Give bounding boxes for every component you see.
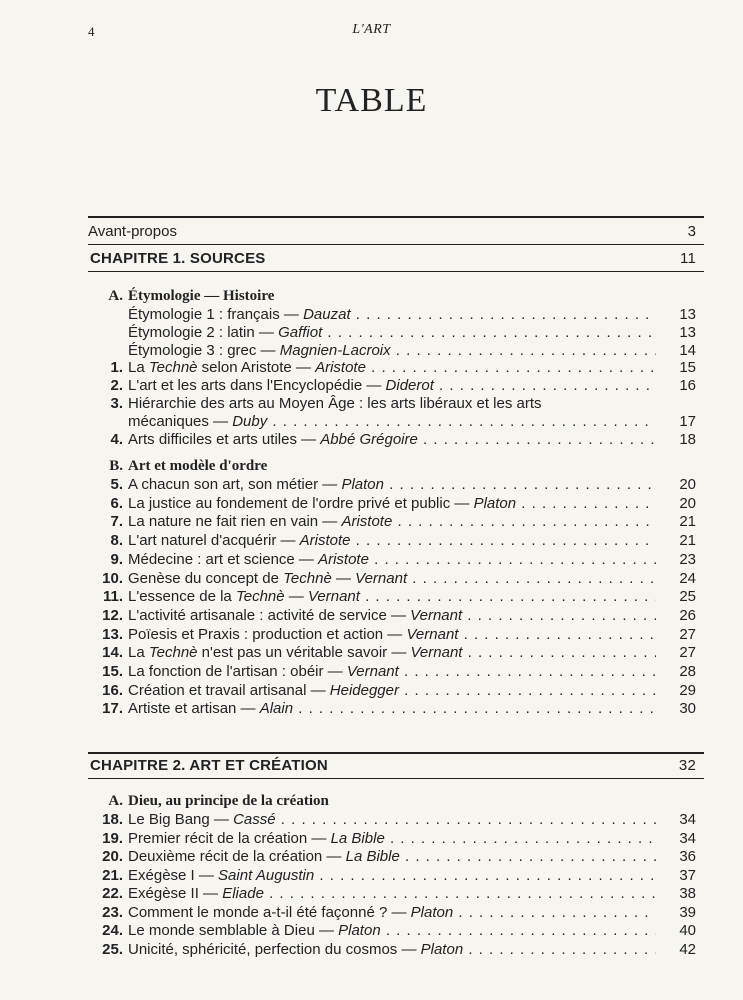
entry-author: Vernant	[410, 644, 463, 662]
entry-text: L'art naturel d'acquérir —	[128, 532, 300, 550]
entry-number: 17.	[102, 700, 123, 718]
entry-text: Premier récit de la création —	[128, 829, 331, 847]
toc-entry[interactable]	[88, 884, 696, 903]
section-heading	[88, 457, 696, 476]
entry-author: Magnien-Lacroix	[279, 342, 391, 359]
entry-author: Platon	[420, 940, 464, 958]
entry-page: 26	[679, 606, 696, 624]
entry-page: 39	[679, 903, 696, 921]
entry-author: La Bible	[345, 848, 400, 865]
entry-text: L'essence de la	[128, 588, 236, 606]
toc-entry-avant-propos[interactable]	[88, 222, 696, 241]
entry-page: 20	[679, 494, 696, 512]
chapter-title: CHAPITRE 1. SOURCES	[90, 250, 266, 267]
entry-text: Hiérarchie des arts au Moyen Âge : les arts libéraux et les arts	[128, 395, 542, 412]
entry-text: Unicité, sphéricité, perfection du cosmos —	[128, 940, 421, 958]
entry-page: 36	[679, 848, 696, 865]
toc-entry[interactable]	[88, 512, 696, 531]
section-title: Dieu, au principe de la création	[128, 793, 329, 809]
entry-page: 34	[679, 811, 696, 828]
entry-author: Platon	[473, 494, 517, 512]
chapter-1-heading[interactable]	[88, 249, 696, 268]
entry-author: Aristote	[318, 550, 369, 568]
entry-number: 12.	[102, 606, 123, 624]
entry-text: La nature ne fait rien en vain —	[128, 513, 342, 531]
toc-entry[interactable]	[88, 903, 696, 922]
chapter-2-heading[interactable]	[88, 756, 696, 775]
entry-number: 18.	[102, 811, 123, 828]
entry-page: 20	[679, 476, 696, 493]
entry-number: 14.	[102, 644, 123, 662]
entry-page: 17	[679, 413, 696, 430]
entry-text: —	[284, 588, 308, 606]
entry-number: 13.	[102, 625, 123, 643]
section-heading	[88, 287, 696, 306]
divider	[88, 244, 704, 245]
entry-number: 7.	[110, 513, 123, 531]
entry-page: 42	[679, 940, 696, 958]
entry-text: Genèse du concept de	[128, 569, 284, 587]
entry-number: 15.	[102, 663, 123, 680]
entry-text-italic: Technè	[283, 569, 332, 587]
entry-page: 27	[679, 625, 696, 643]
entry-text: Médecine : art et science —	[128, 550, 319, 568]
entry-author: Duby	[232, 413, 268, 430]
entry-page: 25	[679, 588, 696, 606]
entry-author: Vernant	[410, 606, 463, 624]
entry-page: 38	[679, 885, 696, 902]
toc-entry[interactable]	[88, 531, 696, 550]
entry-text: La fonction de l'artisan : obéir —	[128, 663, 347, 680]
toc-entry[interactable]	[88, 810, 696, 829]
entry-page: 40	[679, 922, 696, 939]
entry-number: 19.	[102, 829, 123, 847]
entry-number: 21.	[102, 866, 123, 884]
entry-text: Comment le monde a-t-il été façonné ? —	[128, 903, 411, 921]
entry-text: L'art et les arts dans l'Encyclopédie —	[128, 377, 386, 394]
section-letter: A.	[108, 288, 123, 304]
entry-author: Eliade	[222, 885, 264, 902]
entry-author: La Bible	[330, 829, 385, 847]
toc-entry[interactable]	[88, 475, 696, 494]
entry-page: 34	[679, 829, 696, 847]
entry-text: Artiste et artisan —	[128, 700, 260, 718]
entry-author: Vernant	[355, 569, 408, 587]
entry-page: 30	[679, 700, 696, 718]
entry-number: 5.	[110, 476, 123, 493]
toc-entry[interactable]	[88, 681, 696, 700]
toc-entry-continuation[interactable]	[88, 412, 696, 431]
toc-entry[interactable]	[88, 587, 696, 606]
divider	[88, 778, 704, 779]
entry-text: Le Big Bang —	[128, 811, 234, 828]
entry-author: Vernant	[307, 588, 360, 606]
entry-author: Aristote	[299, 532, 351, 550]
entry-text: Étymologie 3 : grec —	[128, 342, 280, 359]
entry-text-italic: Technè	[235, 588, 285, 606]
entry-text: L'activité artisanale : activité de service —	[128, 606, 411, 624]
toc-entry[interactable]	[88, 625, 696, 644]
entry-number: 8.	[110, 532, 123, 550]
entry-author: Platon	[410, 903, 454, 921]
entry-text: Poïesis et Praxis : production et action —	[128, 625, 407, 643]
entry-page: 21	[679, 513, 696, 531]
entry-text-italic: Technè	[148, 359, 198, 376]
toc-entry[interactable]	[88, 643, 696, 662]
toc-entry[interactable]	[88, 699, 696, 718]
entry-number: 24.	[102, 922, 123, 939]
chapter-title: CHAPITRE 2. ART ET CRÉATION	[90, 757, 328, 774]
entry-author: Diderot	[385, 377, 434, 394]
divider	[88, 216, 704, 218]
entry-text: —	[331, 569, 356, 587]
toc-entry[interactable]	[88, 430, 696, 449]
entry-number: 2.	[110, 377, 123, 394]
entry-author: Heidegger	[329, 681, 399, 699]
toc-entry[interactable]	[88, 494, 696, 513]
entry-text: Arts difficiles et arts utiles —	[128, 431, 321, 448]
toc-entry[interactable]	[88, 829, 696, 848]
entry-number: 10.	[102, 569, 123, 587]
entry-number: 23.	[102, 903, 123, 921]
chapter-page: 32	[678, 757, 696, 774]
entry-text: Étymologie 2 : latin —	[128, 324, 279, 341]
entry-author: Cassé	[233, 811, 276, 828]
entry-text: selon Aristote —	[197, 359, 316, 376]
entry-author: Alain	[259, 700, 294, 718]
entry-number: 1.	[110, 359, 123, 376]
entry-author: Aristote	[341, 513, 393, 531]
toc-entry[interactable]	[88, 305, 696, 324]
running-title: L'ART	[352, 22, 391, 37]
entry-page: 23	[679, 550, 696, 568]
entry-text: La	[128, 644, 149, 662]
entry-text: Exégèse I —	[128, 866, 219, 884]
entry-author: Abbé Grégoire	[320, 431, 418, 448]
entry-text: mécaniques —	[128, 413, 233, 430]
entry-author: Platon	[338, 922, 381, 939]
toc-entry[interactable]	[88, 323, 696, 342]
page-title: TABLE	[315, 82, 428, 119]
section-title: Art et modèle d'ordre	[128, 458, 268, 474]
entry-text: Étymologie 1 : français —	[128, 306, 304, 323]
toc-entry[interactable]	[88, 550, 696, 569]
entry-page: 29	[679, 681, 696, 699]
entry-author: Platon	[341, 476, 384, 493]
divider	[88, 752, 704, 754]
entry-number: 16.	[102, 681, 123, 699]
entry-number: 9.	[110, 550, 123, 568]
toc-entry[interactable]	[88, 606, 696, 625]
chapter-page: 11	[680, 250, 696, 267]
entry-number: 4.	[110, 431, 123, 448]
entry-page: 13	[679, 306, 696, 323]
entry-page: 18	[679, 431, 696, 448]
entry-author: Vernant	[406, 625, 459, 643]
entry-author: Aristote	[315, 359, 366, 376]
toc-entry[interactable]	[88, 569, 696, 588]
entry-text: La justice au fondement de l'ordre privé et public —	[128, 494, 474, 512]
entry-number: 3.	[110, 395, 123, 412]
entry-author: Dauzat	[303, 306, 351, 323]
toc-entry[interactable]	[88, 847, 696, 866]
toc-entry[interactable]	[88, 662, 696, 681]
section-heading	[88, 792, 696, 811]
entry-number: 25.	[102, 940, 123, 958]
entry-page: 24	[679, 569, 696, 587]
entry-page: 28	[679, 663, 696, 680]
entry-number: 22.	[102, 885, 123, 902]
page-number: 4	[88, 24, 95, 39]
entry-text: Création et travail artisanal —	[128, 681, 330, 699]
divider	[88, 271, 704, 272]
toc-entry[interactable]	[88, 921, 696, 940]
section-letter: A.	[108, 793, 123, 809]
entry-text: A chacun son art, son métier —	[128, 476, 342, 493]
entry-page: 3	[687, 223, 696, 240]
entry-number: 20.	[102, 848, 123, 865]
toc-entry[interactable]	[88, 376, 696, 395]
entry-text: n'est pas un véritable savoir —	[197, 644, 411, 662]
entry-number: 6.	[110, 494, 123, 512]
entry-author: Vernant	[346, 663, 399, 680]
entry-page: 27	[679, 644, 696, 662]
entry-text: Le monde semblable à Dieu —	[128, 922, 339, 939]
toc-entry[interactable]	[88, 358, 696, 377]
entry-text: Avant-propos	[88, 223, 177, 240]
entry-number: 11.	[102, 588, 123, 606]
entry-page: 16	[679, 377, 696, 394]
entry-text: Deuxième récit de la création —	[128, 848, 346, 865]
entry-page: 13	[679, 324, 696, 341]
entry-page: 14	[679, 342, 696, 359]
section-title: Étymologie — Histoire	[128, 288, 275, 304]
entry-page: 37	[679, 866, 696, 884]
entry-text-italic: Technè	[148, 644, 198, 662]
entry-text: Exégèse II —	[128, 885, 223, 902]
entry-author: Gaffiot	[278, 324, 323, 341]
toc-entry[interactable]	[88, 866, 696, 885]
toc-entry[interactable]	[88, 940, 696, 959]
entry-page: 21	[679, 532, 696, 550]
toc-entry[interactable]	[88, 394, 696, 413]
entry-page: 15	[679, 359, 696, 376]
entry-text: La	[128, 359, 149, 376]
entry-author: Saint Augustin	[218, 866, 315, 884]
section-letter: B.	[109, 458, 123, 474]
